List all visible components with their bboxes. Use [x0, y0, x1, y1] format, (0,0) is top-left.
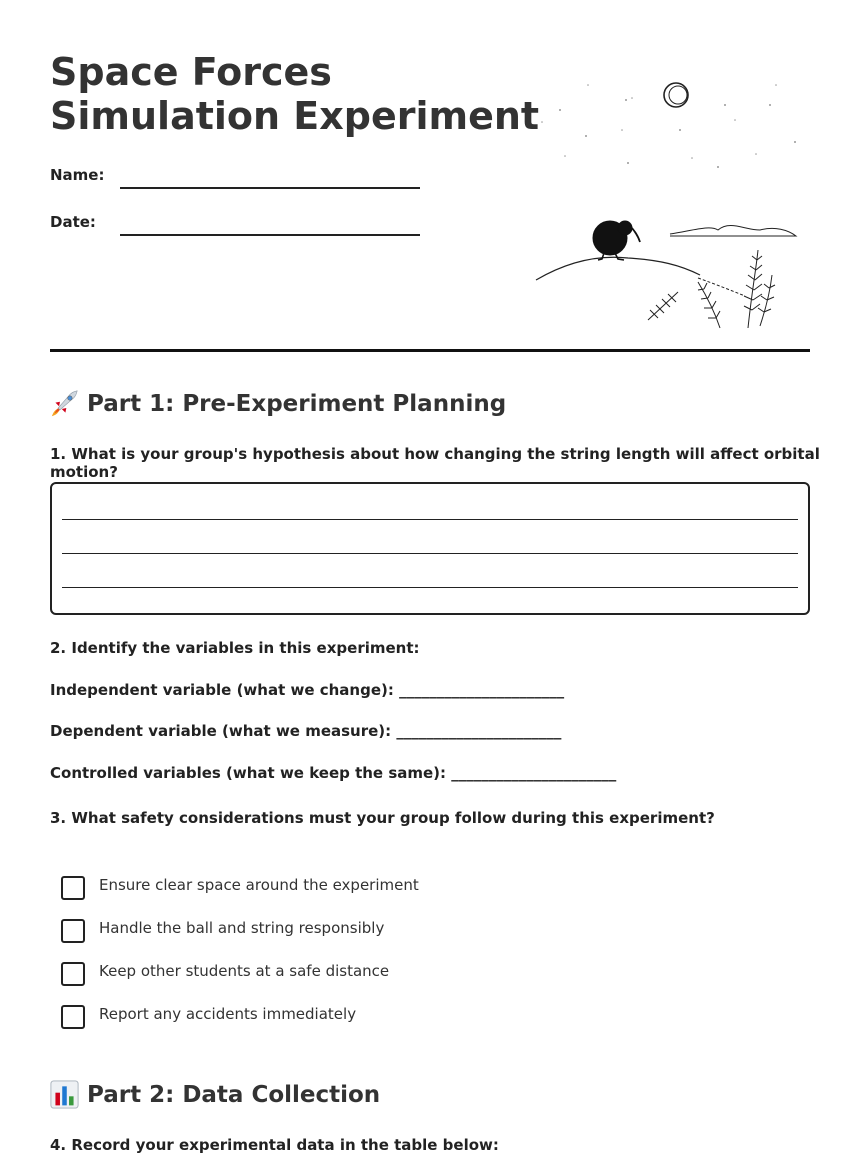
answer-line: [62, 553, 798, 554]
question-1: 1. What is your group's hypothesis about how changing the string length will affect orbital motion?: [50, 445, 820, 481]
dependent-variable-field[interactable]: Dependent variable (what we measure): ______________________: [50, 722, 562, 740]
safety-checkbox-safe-distance[interactable]: [61, 962, 85, 986]
safety-label-handle-ball: Handle the ball and string responsibly: [99, 919, 385, 937]
name-label: Name:: [50, 166, 105, 184]
safety-label-safe-distance: Keep other students at a safe distance: [99, 962, 390, 980]
moon-icon: [664, 83, 688, 107]
part1-heading-text: Part 1: Pre-Experiment Planning: [87, 390, 507, 417]
independent-variable-field[interactable]: Independent variable (what we change): ______________________: [50, 681, 565, 699]
question-4: 4. Record your experimental data in the table below:: [50, 1136, 499, 1154]
question-3: 3. What safety considerations must your group follow during this experiment?: [50, 809, 715, 827]
kiwi-bird-icon: [593, 221, 640, 260]
controlled-variables-field[interactable]: Controlled variables (what we keep the same): ______________________: [50, 764, 617, 782]
safety-checkbox-clear-space[interactable]: [61, 876, 85, 900]
date-label: Date:: [50, 213, 96, 231]
part2-heading: [50, 1080, 380, 1109]
part1-heading: [50, 389, 506, 418]
safety-label-report-accidents: Report any accidents immediately: [99, 1005, 357, 1023]
safety-checkbox-handle-ball[interactable]: [61, 919, 85, 943]
answer-line: [62, 587, 798, 588]
question-2: 2. Identify the variables in this experiment:: [50, 639, 420, 657]
bar-chart-icon: [50, 1080, 79, 1109]
kiwi-landscape-illustration: [530, 70, 810, 335]
name-field[interactable]: [120, 187, 420, 189]
answer-line: [62, 519, 798, 520]
date-field[interactable]: [120, 234, 420, 236]
hypothesis-answer-box[interactable]: [50, 482, 810, 615]
rocket-icon: [50, 389, 79, 418]
fern-icon: [648, 250, 775, 328]
page-title: Space Forces Simulation Experiment: [50, 50, 540, 138]
safety-checkbox-report-accidents[interactable]: [61, 1005, 85, 1029]
stars-decoration: [541, 84, 796, 168]
safety-label-clear-space: Ensure clear space around the experiment: [99, 876, 419, 894]
part2-heading-text: Part 2: Data Collection: [87, 1081, 381, 1108]
header-divider: [50, 349, 810, 352]
